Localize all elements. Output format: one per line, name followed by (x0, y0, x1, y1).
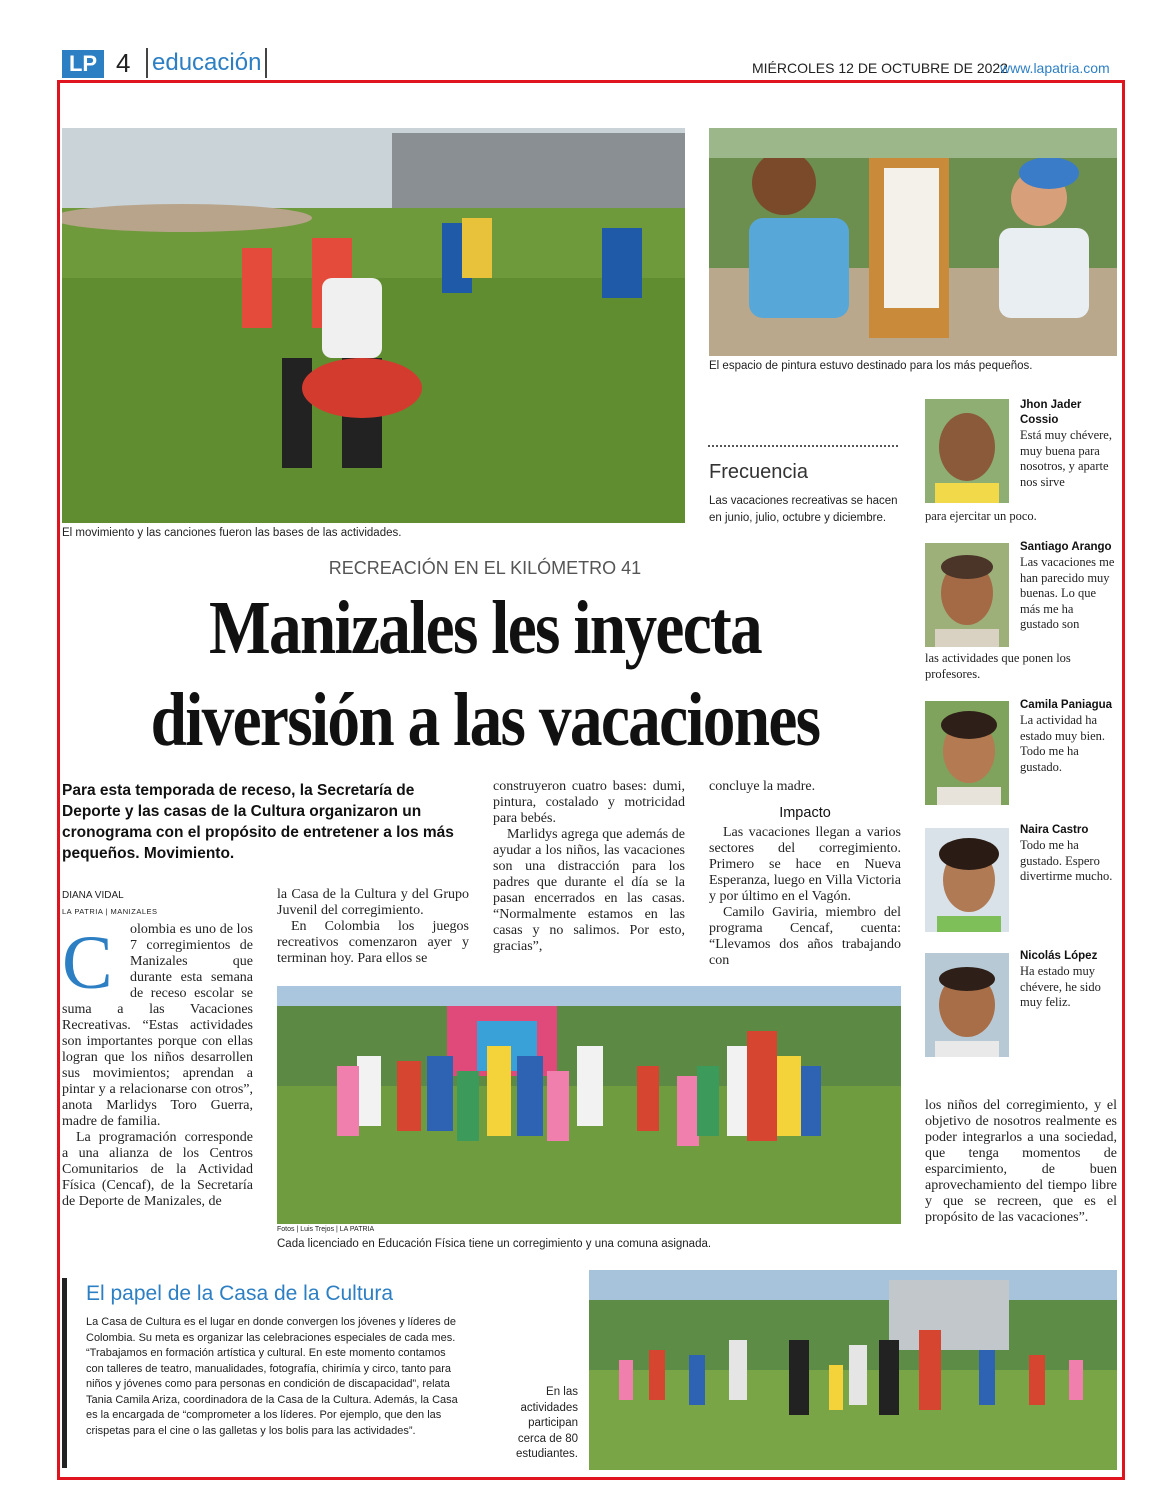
newspaper-logo: LP (62, 50, 104, 78)
portrait-santiago (925, 543, 1009, 647)
main-photo (62, 128, 685, 523)
impact-subhead: Impacto (779, 805, 831, 821)
group-photo-caption: Cada licenciado en Educación Física tiene un corregimiento y una comuna asignada. (277, 1238, 712, 1250)
article-column-4 (709, 779, 901, 969)
author-organization: LA PATRIA | MANIZALES (62, 907, 158, 916)
article-column-3 (493, 779, 685, 955)
column-4-paragraph-3: Camilo Gaviria, miembro del programa Cencaf, cuenta: “Llevamos dos años trabajando con (709, 905, 901, 968)
column-2-paragraph-2: En Colombia los juegos recreativos comenzaron ayer y terminan hoy. Para ellos se (277, 919, 469, 966)
box-text: La Casa de Cultura es el lugar en donde convergen los jóvenes y líderes de Colombia. Su meta es organizar las celebraciones especiales de cada mes. “Trabajamos en formación artística y cultural. En este momento contamos con talleres de teatro, manualidades, fotografía, chirimía y circo, tanto para niños y jóvenes como para personas en condición de discapacidad”, relata Tania Camila Ariza, coordinadora de la Casa de la Cultura. Además, la Casa es la encargada de “comprometer a los líderes. Por ejemplo, que den las crispetas para el cine o las galletas y los bolis para las actividades”. (86, 1316, 458, 1437)
headline-line-1: Manizales les inyecta (208, 586, 761, 670)
portrait-camila (925, 701, 1009, 805)
painting-photo (709, 128, 1117, 356)
column-3-paragraph-2: Marlidys agrega que además de ayudar a los niños, las vacaciones son una distracción para los padres que durante el día se la pasan encerrados en las casas. “Normalmente estamos en las casas y no salimos. Por esto, gracias”, (493, 827, 685, 954)
quote-nicolas (1020, 949, 1115, 1011)
portrait-jhon (925, 399, 1009, 503)
quote-text: Está muy chévere, muy buena para nosotros, y aparte nos sirve (1020, 428, 1112, 489)
quote-text-tail: las actividades que ponen los profesores. (925, 651, 1071, 681)
frequency-title: Frecuencia (709, 461, 808, 483)
box-accent-bar (62, 1278, 67, 1468)
main-photo-caption: El movimiento y las canciones fueron las bases de las actividades. (62, 527, 402, 539)
article-lead: Para esta temporada de receso, la Secretaría de Deporte y las casas de la Cultura organizaron un cronograma con el propósito de entretener a los más pequeños. Movimiento. (62, 782, 454, 862)
quote-jhon (1020, 398, 1115, 490)
quote-name: Nicolás López (1020, 950, 1098, 962)
participation-stat: En las actividades participan cerca de 80 estudiantes. (515, 1386, 578, 1460)
column-2-paragraph-1: la Casa de la Cultura y del Grupo Juvenil del corregimiento. (277, 887, 469, 918)
quote-text: La actividad ha estado muy bien. Todo me ha gustado. (1020, 713, 1106, 774)
article-headline (137, 582, 834, 766)
frequency-text: Las vacaciones recreativas se hacen en junio, julio, octubre y diciembre. (709, 495, 898, 524)
quote-text: Todo me ha gustado. Espero divertirme mucho. (1020, 838, 1113, 883)
quote-camila (1020, 698, 1115, 775)
column-4-paragraph-1: concluye la madre. (709, 779, 816, 794)
painting-photo-caption: El espacio de pintura estuvo destinado para los más pequeños. (709, 360, 1033, 372)
quote-name: Jhon Jader Cossio (1020, 399, 1082, 426)
page-number: 4 (116, 48, 131, 78)
portrait-nicolas (925, 953, 1009, 1057)
headline-line-2: diversión a las vacaciones (150, 678, 820, 762)
quote-name: Camila Paniagua (1020, 699, 1113, 711)
box-title: El papel de la Casa de la Cultura (86, 1282, 394, 1305)
website-link[interactable]: www.lapatria.com (1000, 60, 1110, 76)
drop-cap: C (62, 921, 113, 1005)
quote-text-tail: para ejercitar un poco. (925, 509, 1037, 523)
section-name: educación (146, 48, 267, 78)
quote-name: Santiago Arango (1020, 541, 1112, 553)
group-photo (277, 986, 901, 1224)
quote-santiago (1020, 540, 1115, 633)
article-column-2 (277, 887, 469, 967)
column-1-paragraph-1: olombia es uno de los 7 corregimientos de Manizales que durante esta semana de receso escolar se suma a las Vacaciones Recreativas. “Estas actividades son importantes porque con ellas logran que los niños desarrollen sus movimientos; aprendan a pintar y a relacionarse con otros”, anota Marlidys Toro Guerra, madre de familia. (62, 922, 253, 1129)
quote-naira (1020, 823, 1115, 885)
frequency-divider (708, 445, 898, 447)
quote-text: Ha estado muy chévere, he sido muy feliz. (1020, 964, 1101, 1009)
author-name: DIANA VIDAL (62, 890, 124, 901)
column-1-paragraph-2: La programación corresponde a una alianza de los Centros Comunitarios de la Actividad Física (Cencaf), de la Secretaría de Deporte de Manizales, de (62, 1130, 253, 1209)
circle-game-photo (589, 1270, 1117, 1470)
article-column-5: los niños del corregimiento, y el objetivo de nosotros realmente es poder integrarlos a una sociedad, que tenga momentos de esparcimiento, de buen aprovechamiento del tiempo libre y que se recreen, que es el propósito de las vacaciones”. (925, 1098, 1117, 1225)
quote-text: Las vacaciones me han parecido muy buenas. Lo que más me ha gustado son (1020, 555, 1115, 631)
article-column-1 (62, 922, 253, 1210)
article-kicker: RECREACIÓN EN EL KILÓMETRO 41 (328, 558, 642, 578)
quote-name: Naira Castro (1020, 824, 1089, 836)
column-3-paragraph-1: construyeron cuatro bases: dumi, pintura, costalado y motricidad para bebés. (493, 779, 685, 826)
photo-credit: Fotos | Luis Trejos | LA PATRIA (277, 1226, 375, 1233)
column-4-paragraph-2: Las vacaciones llegan a varios sectores del corregimiento. Primero se hace en Nueva Esperanza, luego en Villa Victoria y por último en el Vagón. (709, 825, 901, 904)
portrait-naira (925, 828, 1009, 932)
issue-date: MIÉRCOLES 12 DE OCTUBRE DE 2022 (752, 60, 1008, 76)
